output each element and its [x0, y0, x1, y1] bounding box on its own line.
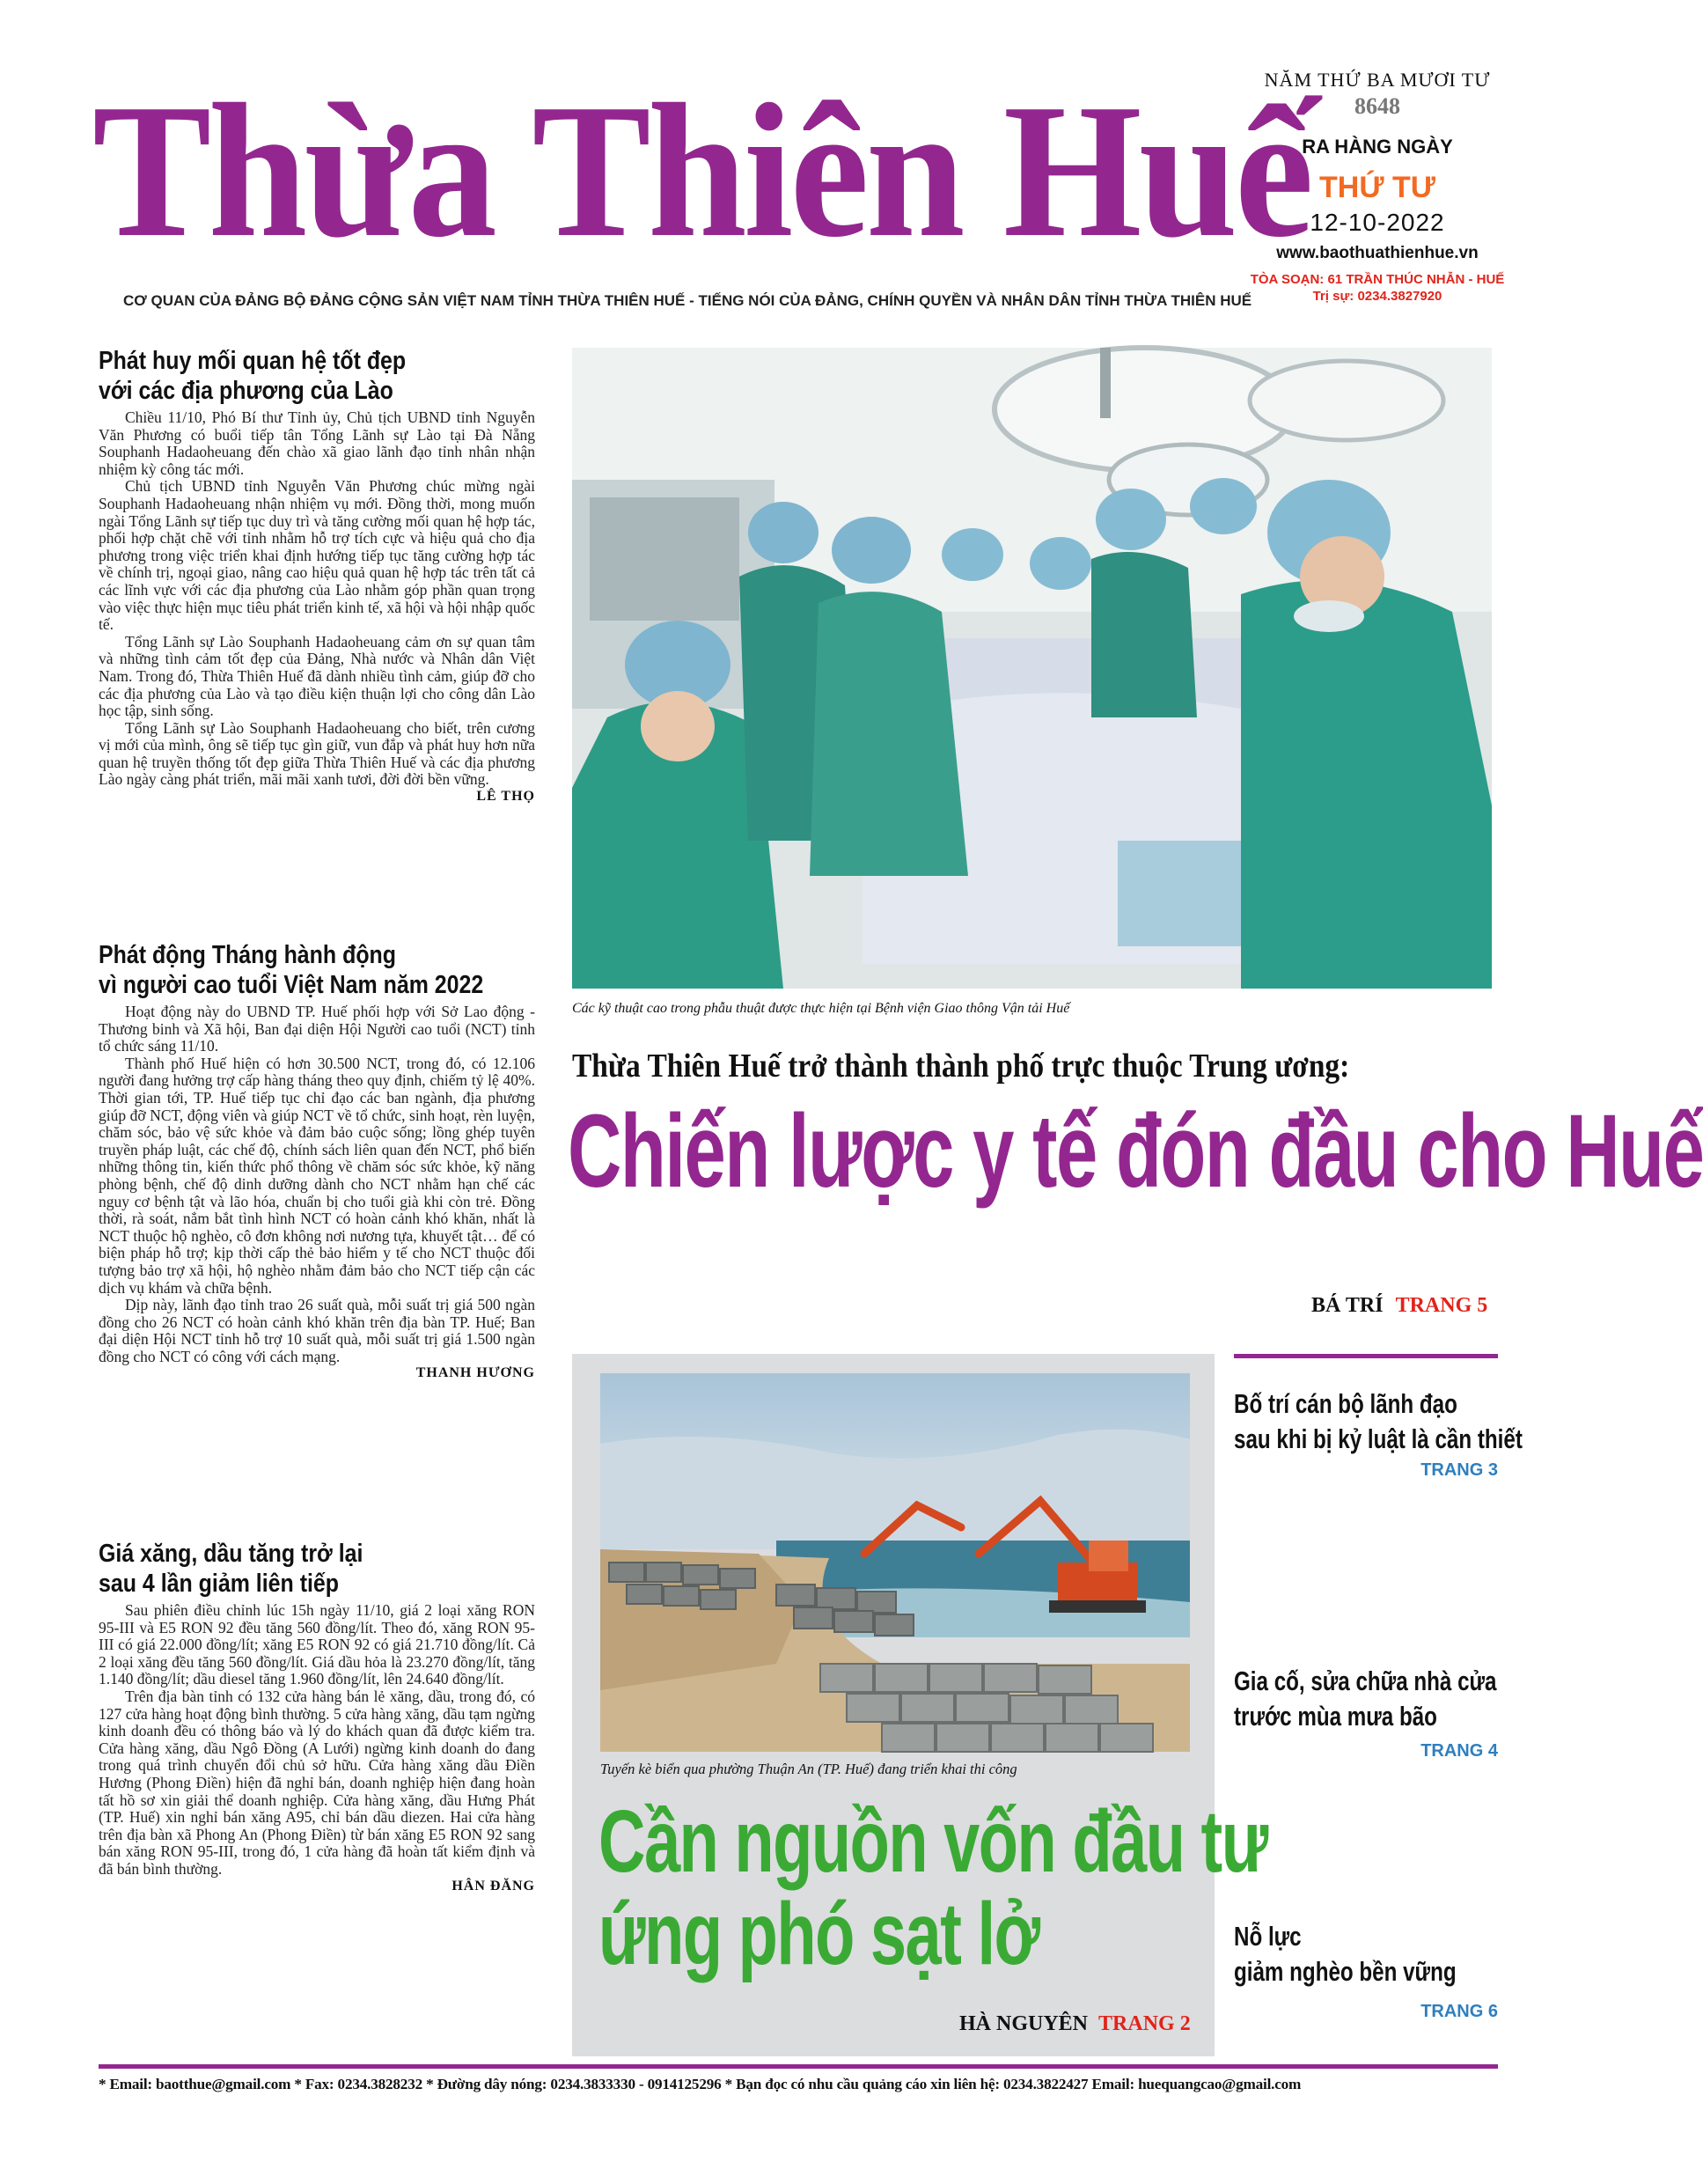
sidebar-item-line2: giảm nghèo bền vững: [1234, 1956, 1457, 1987]
article-body: [99, 1602, 535, 1879]
article-laos: [99, 346, 535, 805]
article-byline: HÂN ĐĂNG: [451, 1878, 535, 1894]
main-story-kicker: Thừa Thiên Huế trở thành thành phố trực thuộc Trung ương:: [572, 1048, 1350, 1085]
admin-phone: Trị sự: 0234.3827920: [1312, 289, 1442, 304]
sidebar-item-page-ref[interactable]: TRANG 6: [1420, 2002, 1498, 2021]
main-story-headline[interactable]: Chiến lược y tế đón đầu cho Huế: [568, 1093, 1703, 1210]
surgery-photo-art: [572, 348, 1492, 989]
article-body: [99, 409, 535, 789]
website-link[interactable]: www.baothuathienhue.vn: [1276, 244, 1479, 262]
second-story-headline[interactable]: [598, 1792, 1267, 1983]
paragraph: Hoạt động này do UBND TP. Huế phối hợp với Sở Lao động - Thương binh và Xã hội, Ban đại diện Hội Người cao tuổi (NCT) tỉnh tổ chức sáng 11/10.: [99, 1003, 535, 1055]
paragraph: Tổng Lãnh sự Lào Souphanh Hadaoheuang cảm ơn sự quan tâm và những tình cảm tốt đẹp của Đảng, Nhà nước và Nhân dân Việt Nam. Trong đó, Thừa Thiên Huế đã dành nhiều tình cảm, giúp đỡ cho các địa phương của Lào và tạo điều kiện thuận lợi cho công dân Lào học tập, sinh sống.: [99, 632, 535, 720]
frequency: RA HÀNG NGÀY: [1302, 136, 1453, 158]
seawall-photo-caption: Tuyến kè biển qua phường Thuận An (TP. Huế) đang triển khai thi công: [600, 1761, 1017, 1777]
article-title-line2: vì người cao tuổi Việt Nam năm 2022: [99, 971, 484, 999]
article-title-line1: Phát huy mối quan hệ tốt đẹp: [99, 347, 407, 375]
sidebar-item-page-ref[interactable]: TRANG 4: [1420, 1741, 1498, 1761]
article-title-line1: Giá xăng, dầu tăng trở lại: [99, 1540, 363, 1568]
footer-contacts: * Email: baotthue@gmail.com * Fax: 0234.3828232 * Đường dây nóng: 0234.3833330 - 0914125296 * Bạn đọc có nhu cầu quảng cáo xin liên hệ: 0234.3822427 Email: huequangcao@gmail.com: [99, 2076, 1302, 2092]
surgery-photo: [572, 348, 1492, 989]
paragraph: Tổng Lãnh sự Lào Souphanh Hadaoheuang cho biết, trên cương vị mới của mình, ông sẽ tiếp tục gìn giữ, vun đắp và phát huy hơn nữa quan hệ truyền thống tốt đẹp giữa Thừa Thiên Huế và các địa phương Lào ngày càng phát triển, mãi mãi xanh tươi, đời đời bền vững.: [99, 718, 535, 789]
article-fuel: [99, 1539, 535, 1894]
weekday: THỨ TƯ: [1319, 171, 1435, 204]
sidebar-item-page-ref[interactable]: TRANG 3: [1420, 1460, 1498, 1480]
article-elderly: [99, 940, 535, 1381]
article-title-line2: sau 4 lần giảm liên tiếp: [99, 1570, 340, 1598]
sidebar-item-line2: trước mùa mưa bão: [1234, 1701, 1437, 1732]
issue-number: 8648: [1354, 93, 1400, 119]
article-byline: THANH HƯƠNG: [415, 1365, 535, 1381]
paragraph: Trên địa bàn tỉnh có 132 cửa hàng bán lẻ xăng, dầu, trong đó, có 127 cửa hàng hoạt động bình thường. 5 cửa hàng xăng, dầu tạm ngừng kinh doanh đều có thông báo và lý do khách quan đã được kiểm tra. Cửa hàng xăng, dầu Ngô Đồng (A Lưới) ngừng kinh doanh do đang trong quá trình chuyển đổi chủ sở hữu. Cửa hàng xăng dầu Điền Hương (Phong Điền) hiện đã nghỉ bán, doanh nghiệp hiện đang hoàn tất hồ sơ xin giải thể doanh nghiệp. Cửa hàng xăng, dầu Hưng Phát (TP. Huế) xin nghỉ bán xăng A95, chỉ bán dầu diezen. Hai cửa hàng trên địa bàn xã Phong An (Phong Điền) từ bán xăng E5 RON 92 sang bán xăng RON 95-III, trong đó, 1 cửa hàng đã hoàn tất kiểm định và đã bán bình thường.: [99, 1687, 535, 1878]
paragraph: Thành phố Huế hiện có hơn 30.500 NCT, trong đó, có 12.106 người đang hưởng trợ cấp hàng tháng theo quy định, chiếm tỷ lệ 40%. Thời gian tới, TP. Huế tiếp tục chỉ đạo các ban ngành, địa phương giúp đỡ NCT, động viên và giúp NCT về tổ chức, sinh hoạt, rèn luyện, chăm sóc, bảo vệ sức khỏe và đảm bảo cuộc sống; lồng ghép tuyên truyền pháp luật, các chế độ, chính sách liên quan đến NCT, phổ biến những thông tin, kiến thức phổ thông về chăm sóc sức khỏe, kỹ năng phòng bệnh, chế độ dinh dưỡng dành cho NCT nhằm hạn chế các nguy cơ bệnh tật và lão hóa, chuẩn bị cho tuổi già khi còn trẻ. Đồng thời, rà soát, nắm bắt tình hình NCT có hoàn cảnh khó khăn, nhất là NCT thuộc hộ nghèo, cô đơn không nơi nương tựa, khuyết tật… để có biện pháp hỗ trợ; kịp thời cấp thẻ bảo hiểm y tế cho NCT thuộc đối tượng bảo trợ xã hội, hộ nghèo nhằm đảm bảo cho NCT tiếp cận các dịch vụ khám và chữa bệnh.: [99, 1054, 535, 1297]
sidebar-rule: [1234, 1354, 1498, 1358]
footer-rule: [99, 2064, 1498, 2069]
newspaper-title: Thừa Thiên Huế: [92, 65, 1311, 277]
article-byline: LÊ THỌ: [476, 789, 535, 805]
paragraph: Sau phiên điều chỉnh lúc 15h ngày 11/10, giá 2 loại xăng RON 95-III và E5 RON 92 đều tăng 560 đồng/lít. Theo đó, xăng RON 95-III có giá 22.000 đồng/lít; xăng E5 RON 92 có giá 21.710 đồng/lít. Cả 2 loại xăng đều tăng 560 đồng/lít. Giá dầu hỏa là 23.270 đồng/lít, tăng 1.140 đồng/lít; dầu diesel tăng 1.960 đồng/lít, lên 24.640 đồng/lít.: [99, 1601, 535, 1688]
year-label: NĂM THỨ BA MƯƠI TƯ: [1264, 69, 1491, 91]
paragraph: Chủ tịch UBND tỉnh Nguyễn Văn Phương chúc mừng ngài Souphanh Hadaoheuang nhận nhiệm vụ mới. Đồng thời, mong muốn ngài Tổng Lãnh sự tiếp tục duy trì và tăng cường mối quan hệ hợp tác, phối hợp chặt chẽ với tỉnh nhằm hỗ trợ tích cực và hiệu quả cho địa phương trong việc triển khai định hướng tiếp tục tăng cường hợp tác về chính trị, ngoại giao, nâng cao hiệu quả quan hệ hợp tác trên tất cả các lĩnh vực với các địa phương của Lào nhằm góp phần quan trọng vào việc thực hiện mục tiêu phát triển kinh tế, xã hội và hội nhập quốc tế.: [99, 477, 535, 634]
sidebar-item-discipline[interactable]: [1234, 1386, 1523, 1481]
paragraph: Chiều 11/10, Phó Bí thư Tỉnh ủy, Chủ tịch UBND tỉnh Nguyễn Văn Phương có buổi tiếp tân Tổng Lãnh sự Lào tại Đà Nẵng Souphanh Hadaoheuang đến chào xã giao lãnh đạo tỉnh nhân nhận nhiệm kỳ công tác mới.: [99, 408, 535, 478]
main-photo-caption: Các kỹ thuật cao trong phẫu thuật được thực hiện tại Bệnh viện Giao thông Vận tải Huế: [572, 1001, 1070, 1016]
newspaper-subtitle: CƠ QUAN CỦA ĐẢNG BỘ ĐẢNG CỘNG SẢN VIỆT NAM TỈNH THỪA THIÊN HUẾ - TIẾNG NÓI CỦA ĐẢNG, CHÍNH QUYỀN VÀ NHÂN DÂN TỈNH THỪA THIÊN HUẾ: [123, 292, 1252, 309]
issue-date: 12-10-2022: [1310, 209, 1445, 236]
seawall-photo-art: [600, 1373, 1190, 1752]
second-story-author: HÀ NGUYÊN: [959, 2012, 1089, 2035]
paragraph: Dịp này, lãnh đạo tỉnh trao 26 suất quà, mỗi suất trị giá 500 ngàn đồng cho 26 NCT có hoàn cảnh khó khăn trên địa bàn TP. Huế; Ban đại diện Hội NCT tỉnh hỗ trợ 10 suất quà, mỗi suất trị giá 1.500 ngàn đồng cho NCT có công với cách mạng.: [99, 1296, 535, 1365]
sidebar-item-line1: Bố trí cán bộ lãnh đạo: [1234, 1388, 1457, 1419]
main-story-author: BÁ TRÍ: [1311, 1294, 1384, 1317]
second-story-page-ref[interactable]: TRANG 2: [1098, 2012, 1191, 2035]
sidebar-item-line1: Gia cố, sửa chữa nhà cửa: [1234, 1666, 1497, 1696]
office-address: TÒA SOẠN: 61 TRẦN THÚC NHẪN - HUẾ: [1250, 272, 1505, 287]
article-title-line2: với các địa phương của Lào: [99, 377, 393, 405]
main-story-page-ref[interactable]: TRANG 5: [1395, 1294, 1488, 1317]
sidebar-item-housing[interactable]: [1234, 1664, 1498, 1761]
seawall-photo: [600, 1373, 1190, 1752]
article-title-line1: Phát động Tháng hành động: [99, 941, 397, 969]
second-headline-line2: ứng phó sạt lở: [598, 1885, 1039, 1983]
sidebar-item-poverty[interactable]: [1234, 1919, 1498, 2022]
article-body: [99, 1004, 535, 1365]
second-story-byline: [959, 2012, 1191, 2036]
issue-info: [1228, 69, 1527, 304]
second-headline-line1: Cần nguồn vốn đầu tư: [598, 1792, 1267, 1891]
main-story-byline: [1311, 1294, 1487, 1318]
sidebar-item-line2: sau khi bị kỷ luật là cần thiết: [1234, 1423, 1523, 1454]
sidebar-item-line1: Nỗ lực: [1234, 1921, 1302, 1952]
